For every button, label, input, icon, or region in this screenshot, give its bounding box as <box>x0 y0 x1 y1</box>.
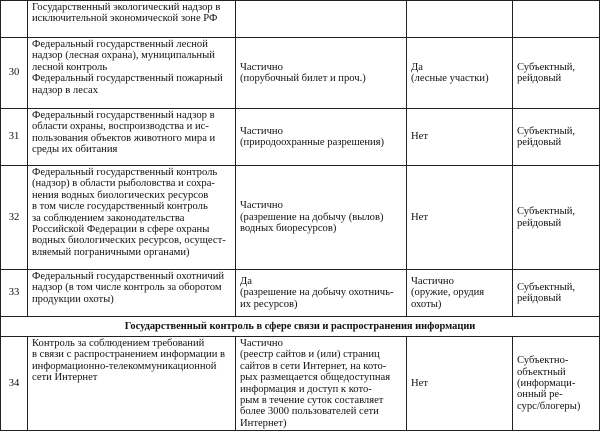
text-line: (надзор) в области рыболовства и сохра- <box>32 178 215 190</box>
row-number: 33 <box>1 270 28 317</box>
control-name <box>28 166 236 270</box>
table-row-31 <box>1 109 600 166</box>
text-line: водных биоресурсов) <box>240 223 337 235</box>
text-line: исключительной экономической зоне РФ <box>32 13 218 25</box>
text-line: более 3000 пользователей сети <box>240 406 379 418</box>
control-model <box>513 166 600 270</box>
permit-basis <box>236 1 407 38</box>
text-line: Частично <box>240 338 283 349</box>
text-line: Субъектный, <box>517 61 576 73</box>
text-line: (оружие, орудия <box>411 287 485 299</box>
text-line: охоты) <box>411 298 442 310</box>
text-line: нения водных биологических ресурсов <box>32 189 209 201</box>
text-line: Федеральный государственный надзор в <box>32 110 215 121</box>
row-number: 34 <box>1 337 28 431</box>
table-row-30 <box>1 38 600 109</box>
text-line: в связи с распространением информации в <box>32 349 226 361</box>
text-line: рейдовый <box>517 137 562 148</box>
text-line: области охраны, воспроизводства и ис- <box>32 121 209 133</box>
text-line: сурс/блогеры) <box>517 400 581 412</box>
control-model <box>513 270 600 317</box>
table-row-32 <box>1 166 600 270</box>
text-line: объектный <box>517 366 566 378</box>
text-line: Контроль за соблюдением требований <box>32 338 205 349</box>
text-line: надзор в лесах <box>32 84 98 96</box>
text-line: Федеральный государственный контроль <box>32 167 218 178</box>
control-model <box>513 337 600 431</box>
object-registry <box>407 337 513 431</box>
text-line: Федеральный государственный лесной <box>32 39 208 50</box>
object-registry <box>407 166 513 270</box>
table-row-34 <box>1 337 600 431</box>
permit-basis <box>236 38 407 109</box>
text-line: Нет <box>411 377 428 389</box>
section-header-row <box>1 317 600 337</box>
text-line: продукции охоты) <box>32 293 114 305</box>
control-name <box>28 1 236 38</box>
text-line: их ресурсов) <box>240 298 298 310</box>
text-line: Интернет) <box>240 417 287 429</box>
text-line: за соблюдением законодательства <box>32 212 185 224</box>
text-line: (информаци- <box>517 377 576 389</box>
text-line: Субъектный, <box>517 281 576 293</box>
text-line: рых размещается общедоступная <box>240 372 391 384</box>
text-line: онный ре- <box>517 389 563 401</box>
text-line: (лесные участки) <box>411 73 489 84</box>
text-line: Нет <box>411 211 428 223</box>
text-line: Частично <box>240 125 283 137</box>
permit-basis <box>236 166 407 270</box>
object-registry <box>407 1 513 38</box>
text-line: Да <box>411 61 423 73</box>
row-number: 31 <box>1 109 28 166</box>
text-line: Российской Федерации в сфере охраны <box>32 224 210 236</box>
table-row-continued <box>1 1 600 38</box>
text-line: надзор (лесная охрана), муниципальный <box>32 50 215 62</box>
object-registry <box>407 109 513 166</box>
text-line: Государственный экологический надзор в <box>32 2 221 13</box>
table-row-33 <box>1 270 600 317</box>
text-line: Субъектный, <box>517 206 576 218</box>
control-model <box>513 38 600 109</box>
text-line: (реестр сайтов и (или) страниц <box>240 349 380 361</box>
text-line: рейдовый <box>517 217 562 229</box>
text-line: (порубочный билет и проч.) <box>240 73 366 84</box>
text-line: Субъектный, <box>517 125 576 137</box>
text-line: Да <box>240 275 252 287</box>
text-line: Частично <box>411 275 454 287</box>
object-registry <box>407 38 513 109</box>
control-name <box>28 109 236 166</box>
text-line: информация и доступ к кото- <box>240 383 372 395</box>
text-line: информационно-телекоммуникационной <box>32 360 217 372</box>
text-line: (природоохранные разрешения) <box>240 137 385 148</box>
permit-basis <box>236 109 407 166</box>
text-line: вляемый пограничными органами) <box>32 246 190 258</box>
text-line: Федеральный государственный охотничий <box>32 271 225 282</box>
control-name <box>28 270 236 317</box>
text-line: рейдовый <box>517 73 562 84</box>
text-line: в том числе государственный контроль <box>32 201 208 213</box>
row-number: 32 <box>1 166 28 270</box>
text-line: водных биологических ресурсов, осущест- <box>32 235 226 247</box>
object-registry <box>407 270 513 317</box>
control-model <box>513 109 600 166</box>
permit-basis <box>236 337 407 431</box>
text-line: Федеральный государственный пожарный <box>32 73 223 85</box>
text-line: пользования объектов животного мира и <box>32 132 216 144</box>
text-line: лесной контроль <box>32 61 108 73</box>
text-line: сайтов в сети Интернет, на кото- <box>240 360 387 372</box>
text-line: рым в течение суток составляет <box>240 395 384 407</box>
text-line: Частично <box>240 200 283 212</box>
text-line: (разрешение на добычу (вылов) <box>240 211 384 223</box>
text-line: (разрешение на добычу охотничь- <box>240 287 394 299</box>
row-number: 30 <box>1 38 28 109</box>
text-line: Субъектно- <box>517 355 569 367</box>
row-number <box>1 1 28 38</box>
permit-basis <box>236 270 407 317</box>
text-line: среды их обитания <box>32 144 118 156</box>
control-name <box>28 38 236 109</box>
text-line: Частично <box>240 61 283 73</box>
text-line: рейдовый <box>517 293 562 304</box>
control-model <box>513 1 600 38</box>
section-title: Государственный контроль в сфере связи и распространения информации <box>1 317 600 337</box>
text-line: Нет <box>411 131 428 143</box>
text-line: сети Интернет <box>32 372 98 384</box>
text-line: надзор (в том числе контроль за оборотом <box>32 282 222 294</box>
control-name <box>28 337 236 431</box>
